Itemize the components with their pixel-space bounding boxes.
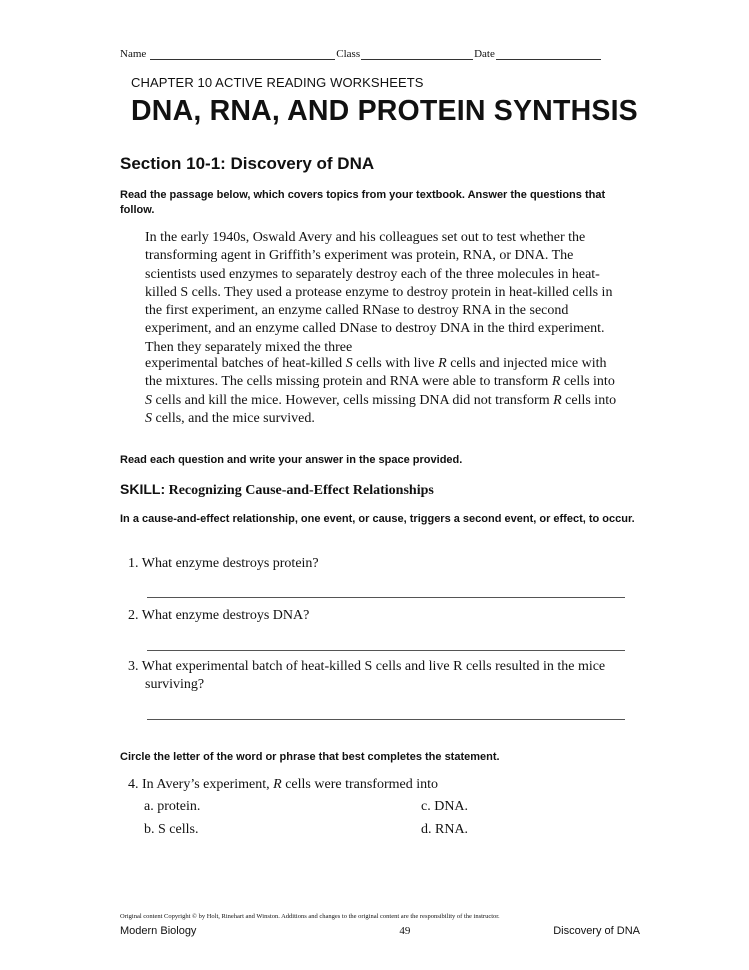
skill-prefix: SKILL:	[120, 481, 166, 497]
class-field[interactable]	[361, 48, 473, 60]
passage-italic: R	[438, 356, 447, 371]
name-label: Name	[120, 48, 147, 60]
skill-heading	[120, 481, 434, 499]
question-text: What enzyme destroys protein?	[141, 556, 319, 571]
question-3	[128, 658, 645, 694]
multiple-choice-instructions: Circle the letter of the word or phrase that best completes the statement.	[120, 751, 500, 763]
passage-italic: R	[553, 392, 562, 408]
passage-italic: R	[551, 374, 561, 390]
chapter-label: CHAPTER 10 ACTIVE READING WORKSHEETS	[131, 75, 424, 90]
question-text: What enzyme destroys DNA?	[141, 608, 310, 623]
passage-text: cells into	[561, 392, 617, 408]
question-number: 2.	[128, 608, 139, 623]
section-title: Section 10-1: Discovery of DNA	[120, 154, 375, 173]
question-text: What experimental batch of heat-killed S cells and live R cells resulted in the mice surviving?	[141, 659, 606, 692]
passage-paragraph-2	[145, 355, 625, 428]
passage-italic: S	[145, 392, 152, 408]
option-b[interactable]: b. S cells.	[144, 822, 199, 837]
answer-line-1[interactable]	[147, 597, 625, 598]
passage-text: experimental batches of heat-killed	[145, 356, 346, 371]
short-answer-instructions: Read each question and write your answer in the space provided.	[120, 454, 463, 466]
class-label: Class	[336, 48, 361, 60]
answer-line-2[interactable]	[147, 650, 625, 651]
student-info-row	[120, 48, 650, 60]
question-text: cells were transformed into	[281, 777, 438, 792]
passage-italic: S	[145, 410, 152, 426]
page-title: DNA, RNA, AND PROTEIN SYNTHSIS	[131, 95, 638, 127]
passage-paragraph-1: In the early 1940s, Oswald Avery and his colleagues set out to test whether the transforming agent in Griffith’s experiment was protein, RNA, or DNA. The scientists used enzymes to separately destroy each of the three molecules in heat-killed S cells. They used a protease enzyme to destroy protein in heat-killed cells in the first experiment, an enzyme called RNase to destroy RNA in the second experiment, and an enzyme called DNase to destroy DNA in the third experiment. Then they separately mixed the three	[145, 230, 613, 355]
passage-instructions: Read the passage below, which covers topics from your textbook. Answer the questions that follow.	[120, 189, 606, 216]
answer-line-3[interactable]	[147, 719, 625, 720]
question-number: 4.	[128, 777, 139, 792]
copyright-notice: Original content Copyright © by Holt, Rinehart and Winston. Additions and changes to the original content are the responsibility of the instructor.	[120, 913, 500, 920]
option-a[interactable]: a. protein.	[144, 799, 201, 814]
question-1	[128, 555, 319, 573]
footer-book-title: Modern Biology	[120, 925, 197, 937]
question-number: 1.	[128, 556, 139, 571]
footer-section-title: Discovery of DNA	[553, 925, 640, 937]
name-field[interactable]	[150, 48, 335, 60]
question-4	[128, 776, 438, 794]
question-2	[128, 607, 309, 625]
passage-text: cells and kill the mice. However, cells missing DNA did not transform	[152, 392, 554, 408]
passage-text: cells with live	[352, 356, 439, 371]
passage-text: cells, and the mice survived.	[152, 410, 315, 426]
page-footer	[120, 925, 640, 937]
question-text: In Avery’s experiment,	[142, 777, 274, 792]
date-field[interactable]	[496, 48, 601, 60]
cause-effect-instructions: In a cause-and-effect relationship, one event, or cause, triggers a second event, or effect, to occur.	[120, 513, 635, 525]
passage-text: cells into	[560, 374, 615, 390]
passage-italic: S	[345, 356, 353, 371]
question-number: 3.	[128, 659, 139, 674]
option-d[interactable]: d. RNA.	[421, 822, 469, 837]
page-number: 49	[399, 925, 411, 937]
passage-text: cells and injected mice with the mixtures. The cells missing protein and RNA were able to transform	[145, 356, 607, 390]
question-italic: R	[273, 777, 282, 792]
skill-name: Recognizing Cause-and-Effect Relationships	[168, 483, 434, 498]
option-c[interactable]: c. DNA.	[421, 799, 469, 814]
date-label: Date	[474, 48, 495, 60]
